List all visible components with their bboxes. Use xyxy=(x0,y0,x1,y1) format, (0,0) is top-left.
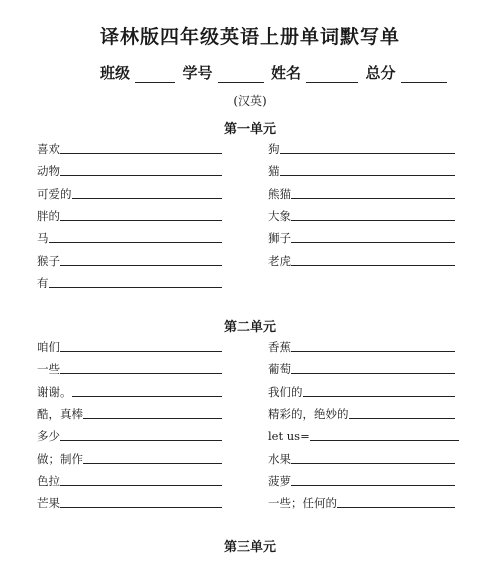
answer-blank[interactable] xyxy=(303,385,456,397)
vocab-prompt: 猴子 xyxy=(37,253,60,268)
direction-subtitle: (汉英) xyxy=(233,94,267,108)
vocab-item xyxy=(37,495,222,511)
answer-blank[interactable] xyxy=(49,231,223,243)
answer-blank[interactable] xyxy=(60,429,222,441)
vocab-item xyxy=(37,428,222,444)
answer-blank[interactable] xyxy=(337,496,455,508)
vocab-item xyxy=(268,451,455,467)
vocab-prompt: 可爱的 xyxy=(37,186,72,201)
vocab-item xyxy=(268,384,455,400)
answer-blank[interactable] xyxy=(83,452,222,464)
vocab-prompt: 一些；任何的 xyxy=(268,496,337,511)
name-label: 姓名 xyxy=(270,64,301,82)
vocab-prompt: 我们的 xyxy=(268,384,303,399)
vocab-prompt: 老虎 xyxy=(268,253,291,268)
vocab-prompt: 水果 xyxy=(268,451,291,466)
student-id-blank[interactable] xyxy=(218,68,264,83)
vocab-prompt: 咱们 xyxy=(37,340,60,354)
vocab-item xyxy=(37,253,222,269)
vocab-prompt: 酷，真棒 xyxy=(37,406,83,421)
answer-blank[interactable] xyxy=(60,142,222,154)
vocab-item xyxy=(268,141,455,157)
answer-blank[interactable] xyxy=(60,164,222,176)
vocab-prompt: 有 xyxy=(37,275,49,290)
vocab-item xyxy=(37,384,222,400)
vocab-prompt: let us= xyxy=(268,429,310,444)
vocab-item xyxy=(37,208,222,224)
vocab-prompt: 动物 xyxy=(37,164,60,179)
vocab-item xyxy=(37,451,222,467)
vocab-item xyxy=(37,406,222,422)
vocab-prompt: 谢谢。 xyxy=(37,384,72,399)
answer-blank[interactable] xyxy=(291,231,455,243)
unit-title: 第一单元 xyxy=(223,122,276,137)
vocab-prompt: 香蕉 xyxy=(268,340,291,354)
vocab-prompt: 色拉 xyxy=(37,473,60,488)
answer-blank[interactable] xyxy=(291,187,455,199)
answer-blank[interactable] xyxy=(60,209,222,221)
answer-blank[interactable] xyxy=(291,340,455,352)
vocab-prompt: 喜欢 xyxy=(37,142,60,156)
vocab-item xyxy=(37,339,222,355)
vocab-prompt: 菠萝 xyxy=(268,473,291,488)
vocab-item xyxy=(268,339,455,355)
vocab-prompt: 胖的 xyxy=(37,208,60,223)
unit-title: 第二单元 xyxy=(223,320,276,335)
vocab-prompt: 狗 xyxy=(268,142,280,156)
answer-blank[interactable] xyxy=(60,362,222,374)
student-id-label: 学号 xyxy=(182,64,213,82)
vocab-item xyxy=(37,275,222,291)
vocab-item xyxy=(37,230,222,246)
vocab-prompt: 马 xyxy=(37,231,49,246)
vocab-prompt: 精彩的，绝妙的 xyxy=(268,406,349,421)
answer-blank[interactable] xyxy=(60,496,222,508)
answer-blank[interactable] xyxy=(291,362,455,374)
vocab-item xyxy=(268,208,455,224)
vocab-item xyxy=(37,163,222,179)
vocab-prompt: 做；制作 xyxy=(37,451,83,466)
vocab-item xyxy=(268,361,455,377)
answer-blank[interactable] xyxy=(72,385,223,397)
class-blank[interactable] xyxy=(135,68,175,83)
answer-blank[interactable] xyxy=(280,164,456,176)
student-info-row xyxy=(100,62,449,83)
answer-blank[interactable] xyxy=(72,187,223,199)
answer-blank[interactable] xyxy=(291,474,455,486)
score-blank[interactable] xyxy=(401,68,447,83)
vocab-item xyxy=(268,473,455,489)
score-label: 总分 xyxy=(365,64,396,82)
answer-blank[interactable] xyxy=(280,142,456,154)
class-label: 班级 xyxy=(100,64,131,82)
vocab-item xyxy=(268,495,455,511)
answer-blank[interactable] xyxy=(60,474,222,486)
vocab-prompt: 狮子 xyxy=(268,231,291,246)
answer-blank[interactable] xyxy=(310,429,459,441)
vocab-prompt: 大象 xyxy=(268,208,291,223)
vocab-prompt: 猫 xyxy=(268,164,280,179)
vocab-prompt: 葡萄 xyxy=(268,362,291,377)
answer-blank[interactable] xyxy=(291,254,455,266)
answer-blank[interactable] xyxy=(49,276,223,288)
vocab-item xyxy=(37,473,222,489)
vocab-prompt: 多少 xyxy=(37,429,60,444)
vocab-item xyxy=(268,253,455,269)
vocab-item xyxy=(37,141,222,157)
vocab-item xyxy=(37,186,222,202)
answer-blank[interactable] xyxy=(291,209,455,221)
vocab-item xyxy=(268,186,455,202)
vocab-item xyxy=(268,163,455,179)
answer-blank[interactable] xyxy=(349,407,456,419)
vocab-prompt: 一些 xyxy=(37,362,60,377)
answer-blank[interactable] xyxy=(83,407,222,419)
vocab-item xyxy=(268,406,455,422)
unit-title: 第三单元 xyxy=(223,540,276,555)
vocab-item xyxy=(37,361,222,377)
answer-blank[interactable] xyxy=(60,340,222,352)
vocab-prompt: 芒果 xyxy=(37,496,60,511)
answer-blank[interactable] xyxy=(60,254,222,266)
answer-blank[interactable] xyxy=(291,452,455,464)
page-title: 译林版四年级英语上册单词默写单 xyxy=(99,26,400,48)
name-blank[interactable] xyxy=(306,68,358,83)
vocab-item xyxy=(268,230,455,246)
vocab-prompt: 熊猫 xyxy=(268,186,291,201)
vocab-item xyxy=(268,428,459,444)
